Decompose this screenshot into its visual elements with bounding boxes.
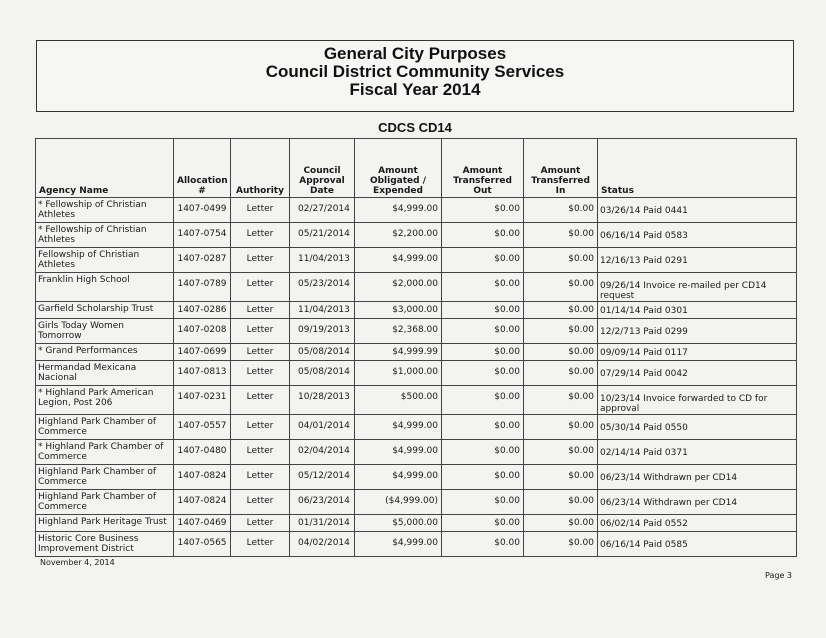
table-cell-status: 12/16/13 Paid 0291 xyxy=(598,248,797,273)
table-cell-transferred-in: $0.00 xyxy=(524,319,598,344)
table-cell-authority: Letter xyxy=(231,319,290,344)
table-cell-authority: Letter xyxy=(231,415,290,440)
page-number: Page 3 xyxy=(765,571,792,580)
table-cell-transferred-in: $0.00 xyxy=(524,440,598,465)
table-cell-transferred-in: $0.00 xyxy=(524,198,598,223)
table-cell-authority: Letter xyxy=(231,248,290,273)
table-row xyxy=(36,386,797,415)
table-cell-allocation: 1407-0469 xyxy=(174,515,231,532)
table-cell-council-date: 05/21/2014 xyxy=(290,223,355,248)
table-cell-authority: Letter xyxy=(231,361,290,386)
column-header-allocation: Allocation # xyxy=(174,139,231,198)
table-cell-agency: * Highland Park American Legion, Post 206 xyxy=(36,386,174,415)
table-cell-agency: Highland Park Heritage Trust xyxy=(36,515,174,532)
table-cell-status: 06/16/14 Paid 0585 xyxy=(598,532,797,557)
table-cell-authority: Letter xyxy=(231,223,290,248)
table-cell-council-date: 11/04/2013 xyxy=(290,248,355,273)
table-cell-allocation: 1407-0699 xyxy=(174,344,231,361)
report-title-box xyxy=(36,40,794,112)
table-cell-agency: Highland Park Chamber of Commerce xyxy=(36,415,174,440)
table-row xyxy=(36,319,797,344)
table-row xyxy=(36,515,797,532)
table-cell-status: 06/23/14 Withdrawn per CD14 xyxy=(598,490,797,515)
table-cell-transferred-in: $0.00 xyxy=(524,386,598,415)
table-cell-transferred-out: $0.00 xyxy=(442,490,524,515)
table-cell-status: 02/14/14 Paid 0371 xyxy=(598,440,797,465)
table-row xyxy=(36,344,797,361)
table-cell-obligated: $4,999.00 xyxy=(355,465,442,490)
table-cell-transferred-out: $0.00 xyxy=(442,465,524,490)
table-cell-obligated: ($4,999.00) xyxy=(355,490,442,515)
table-cell-agency: Garfield Scholarship Trust xyxy=(36,302,174,319)
table-header-row xyxy=(36,139,797,198)
table-cell-council-date: 05/23/2014 xyxy=(290,273,355,302)
table-cell-council-date: 02/27/2014 xyxy=(290,198,355,223)
table-cell-council-date: 04/01/2014 xyxy=(290,415,355,440)
table-cell-obligated: $4,999.00 xyxy=(355,532,442,557)
table-cell-allocation: 1407-0565 xyxy=(174,532,231,557)
table-cell-allocation: 1407-0499 xyxy=(174,198,231,223)
table-cell-obligated: $4,999.00 xyxy=(355,198,442,223)
report-title-line-2: Council District Community Services xyxy=(265,62,565,81)
table-cell-agency: Highland Park Chamber of Commerce xyxy=(36,490,174,515)
table-cell-transferred-out: $0.00 xyxy=(442,273,524,302)
table-cell-authority: Letter xyxy=(231,198,290,223)
table-cell-transferred-out: $0.00 xyxy=(442,515,524,532)
table-cell-status: 03/26/14 Paid 0441 xyxy=(598,198,797,223)
table-cell-transferred-out: $0.00 xyxy=(442,248,524,273)
table-cell-transferred-out: $0.00 xyxy=(442,302,524,319)
table-cell-allocation: 1407-0231 xyxy=(174,386,231,415)
table-cell-agency: Hermandad Mexicana Nacional xyxy=(36,361,174,386)
table-row xyxy=(36,465,797,490)
table-cell-obligated: $1,000.00 xyxy=(355,361,442,386)
table-cell-agency: Historic Core Business Improvement District xyxy=(36,532,174,557)
table-cell-transferred-in: $0.00 xyxy=(524,248,598,273)
table-cell-authority: Letter xyxy=(231,490,290,515)
table-cell-allocation: 1407-0813 xyxy=(174,361,231,386)
table-cell-council-date: 06/23/2014 xyxy=(290,490,355,515)
table-cell-transferred-in: $0.00 xyxy=(524,465,598,490)
table-cell-agency: Fellowship of Christian Athletes xyxy=(36,248,174,273)
report-title-line-1: General City Purposes xyxy=(323,44,507,63)
table-cell-transferred-out: $0.00 xyxy=(442,440,524,465)
table-cell-council-date: 01/31/2014 xyxy=(290,515,355,532)
column-header-transferred-in: Amount Transferred In xyxy=(524,139,598,198)
table-cell-authority: Letter xyxy=(231,515,290,532)
table-cell-status: 10/23/14 Invoice forwarded to CD for approval xyxy=(598,386,797,415)
column-header-council-date: Council Approval Date xyxy=(290,139,355,198)
table-cell-transferred-out: $0.00 xyxy=(442,415,524,440)
table-cell-transferred-in: $0.00 xyxy=(524,223,598,248)
table-cell-transferred-out: $0.00 xyxy=(442,319,524,344)
table-row xyxy=(36,415,797,440)
report-title-line-3: Fiscal Year 2014 xyxy=(349,80,481,99)
table-row xyxy=(36,440,797,465)
table-cell-council-date: 04/02/2014 xyxy=(290,532,355,557)
table-cell-transferred-out: $0.00 xyxy=(442,344,524,361)
table-cell-authority: Letter xyxy=(231,532,290,557)
table-cell-status: 01/14/14 Paid 0301 xyxy=(598,302,797,319)
table-cell-allocation: 1407-0824 xyxy=(174,490,231,515)
table-cell-obligated: $4,999.00 xyxy=(355,440,442,465)
table-row xyxy=(36,273,797,302)
table-cell-status: 12/2/713 Paid 0299 xyxy=(598,319,797,344)
report-date: November 4, 2014 xyxy=(40,558,115,567)
table-cell-council-date: 05/08/2014 xyxy=(290,361,355,386)
table-row xyxy=(36,198,797,223)
table-cell-council-date: 11/04/2013 xyxy=(290,302,355,319)
table-cell-transferred-in: $0.00 xyxy=(524,415,598,440)
table-cell-agency: * Fellowship of Christian Athletes xyxy=(36,198,174,223)
table-cell-council-date: 02/04/2014 xyxy=(290,440,355,465)
table-cell-obligated: $2,368.00 xyxy=(355,319,442,344)
table-cell-allocation: 1407-0480 xyxy=(174,440,231,465)
table-cell-transferred-in: $0.00 xyxy=(524,490,598,515)
table-row xyxy=(36,248,797,273)
table-cell-obligated: $4,999.00 xyxy=(355,248,442,273)
column-header-transferred-out: Amount Transferred Out xyxy=(442,139,524,198)
table-cell-authority: Letter xyxy=(231,273,290,302)
table-cell-council-date: 09/19/2013 xyxy=(290,319,355,344)
table-cell-agency: Franklin High School xyxy=(36,273,174,302)
table-cell-status: 06/16/14 Paid 0583 xyxy=(598,223,797,248)
table-cell-authority: Letter xyxy=(231,386,290,415)
table-cell-allocation: 1407-0287 xyxy=(174,248,231,273)
report-subtitle: CDCS CD14 xyxy=(378,120,452,135)
table-cell-status: 06/02/14 Paid 0552 xyxy=(598,515,797,532)
table-cell-transferred-out: $0.00 xyxy=(442,223,524,248)
table-cell-status: 09/26/14 Invoice re-mailed per CD14 request xyxy=(598,273,797,302)
table-cell-transferred-in: $0.00 xyxy=(524,344,598,361)
table-cell-transferred-out: $0.00 xyxy=(442,361,524,386)
table-cell-council-date: 05/08/2014 xyxy=(290,344,355,361)
table-cell-agency: * Highland Park Chamber of Commerce xyxy=(36,440,174,465)
table-cell-transferred-in: $0.00 xyxy=(524,361,598,386)
table-cell-authority: Letter xyxy=(231,465,290,490)
table-cell-authority: Letter xyxy=(231,440,290,465)
table-cell-transferred-in: $0.00 xyxy=(524,515,598,532)
table-cell-council-date: 10/28/2013 xyxy=(290,386,355,415)
table-cell-transferred-in: $0.00 xyxy=(524,532,598,557)
column-header-authority: Authority xyxy=(231,139,290,198)
column-header-agency: Agency Name xyxy=(36,139,174,198)
column-header-obligated: Amount Obligated / Expended xyxy=(355,139,442,198)
table-cell-agency: Highland Park Chamber of Commerce xyxy=(36,465,174,490)
table-cell-status: 05/30/14 Paid 0550 xyxy=(598,415,797,440)
column-header-status: Status xyxy=(598,139,797,198)
table-row xyxy=(36,490,797,515)
table-cell-obligated: $2,200.00 xyxy=(355,223,442,248)
table-cell-council-date: 05/12/2014 xyxy=(290,465,355,490)
table-cell-obligated: $5,000.00 xyxy=(355,515,442,532)
table-row xyxy=(36,223,797,248)
table-cell-obligated: $3,000.00 xyxy=(355,302,442,319)
table-cell-obligated: $4,999.00 xyxy=(355,415,442,440)
table-row xyxy=(36,532,797,557)
table-cell-status: 06/23/14 Withdrawn per CD14 xyxy=(598,465,797,490)
table-cell-transferred-in: $0.00 xyxy=(524,302,598,319)
table-cell-status: 07/29/14 Paid 0042 xyxy=(598,361,797,386)
table-cell-transferred-out: $0.00 xyxy=(442,198,524,223)
table-row xyxy=(36,302,797,319)
table-cell-agency: Girls Today Women Tomorrow xyxy=(36,319,174,344)
table-cell-allocation: 1407-0824 xyxy=(174,465,231,490)
table-row xyxy=(36,361,797,386)
table-cell-obligated: $500.00 xyxy=(355,386,442,415)
table-cell-transferred-out: $0.00 xyxy=(442,386,524,415)
table-cell-obligated: $4,999.99 xyxy=(355,344,442,361)
table-cell-allocation: 1407-0789 xyxy=(174,273,231,302)
table-cell-transferred-in: $0.00 xyxy=(524,273,598,302)
table-cell-authority: Letter xyxy=(231,344,290,361)
table-cell-status: 09/09/14 Paid 0117 xyxy=(598,344,797,361)
table-cell-authority: Letter xyxy=(231,302,290,319)
table-cell-agency: * Grand Performances xyxy=(36,344,174,361)
table-cell-allocation: 1407-0208 xyxy=(174,319,231,344)
table-cell-obligated: $2,000.00 xyxy=(355,273,442,302)
allocations-table xyxy=(35,138,797,557)
table-cell-allocation: 1407-0286 xyxy=(174,302,231,319)
table-cell-allocation: 1407-0557 xyxy=(174,415,231,440)
table-cell-transferred-out: $0.00 xyxy=(442,532,524,557)
table-cell-agency: * Fellowship of Christian Athletes xyxy=(36,223,174,248)
table-cell-allocation: 1407-0754 xyxy=(174,223,231,248)
